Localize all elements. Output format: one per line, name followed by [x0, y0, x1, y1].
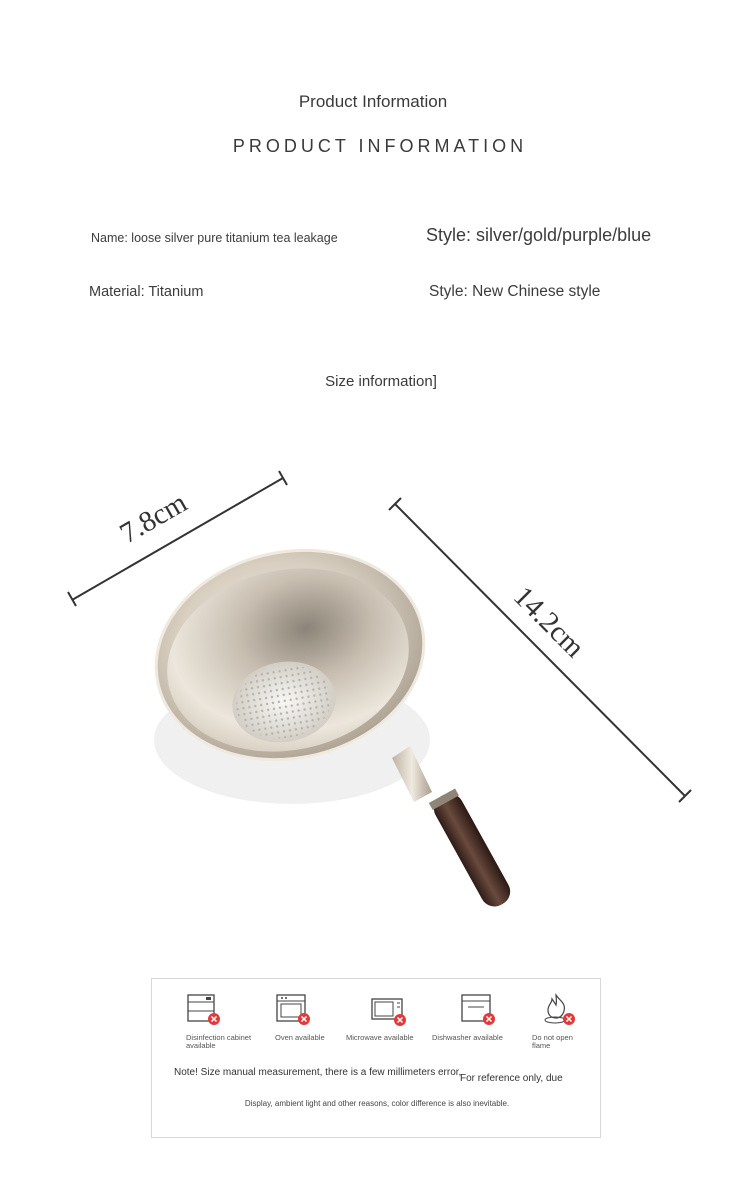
microwave-icon — [370, 993, 406, 1027]
size-heading: Size information] — [325, 373, 437, 390]
length-dimension-line — [389, 498, 691, 802]
care-item-label: Oven available — [275, 1033, 325, 1042]
care-item-label: Microwave available — [346, 1033, 414, 1042]
care-item-microwave — [346, 993, 426, 1042]
care-note-color: Display, ambient light and other reasons, color difference is also inevitable. — [244, 1099, 510, 1108]
care-item-open-flame — [532, 993, 612, 1050]
care-item-oven — [275, 993, 355, 1042]
width-dimension-label: 7.8cm — [114, 486, 193, 551]
care-item-label: Disinfection cabinet available — [186, 1033, 252, 1050]
product-figure — [0, 440, 750, 960]
open-flame-icon — [540, 993, 576, 1027]
spec-style-type: Style: New Chinese style — [429, 283, 601, 300]
section-title: Product Information — [298, 92, 448, 111]
oven-icon — [275, 993, 311, 1027]
care-item-label: Dishwasher available — [432, 1033, 503, 1042]
dishwasher-icon — [460, 993, 496, 1027]
care-note: Note! Size manual measurement, there is a few millimeters error, — [174, 1067, 462, 1078]
spec-name: Name: loose silver pure titanium tea leakage — [91, 231, 338, 245]
length-dimension-label: 14.2cm — [507, 580, 591, 664]
care-item-dishwasher — [432, 993, 512, 1042]
spec-material: Material: Titanium — [89, 284, 204, 300]
spec-style-colors: Style: silver/gold/purple/blue — [426, 225, 652, 245]
care-item-label: Do not open flame — [532, 1033, 573, 1050]
tea-strainer-image — [137, 526, 516, 911]
section-title-caps: PRODUCT INFORMATION — [232, 136, 528, 156]
care-note-reference: For reference only, due — [460, 1073, 563, 1084]
care-instructions-panel — [151, 978, 601, 1138]
disinfection-cabinet-icon — [186, 993, 222, 1027]
care-item-disinfection-cabinet — [186, 993, 266, 1050]
